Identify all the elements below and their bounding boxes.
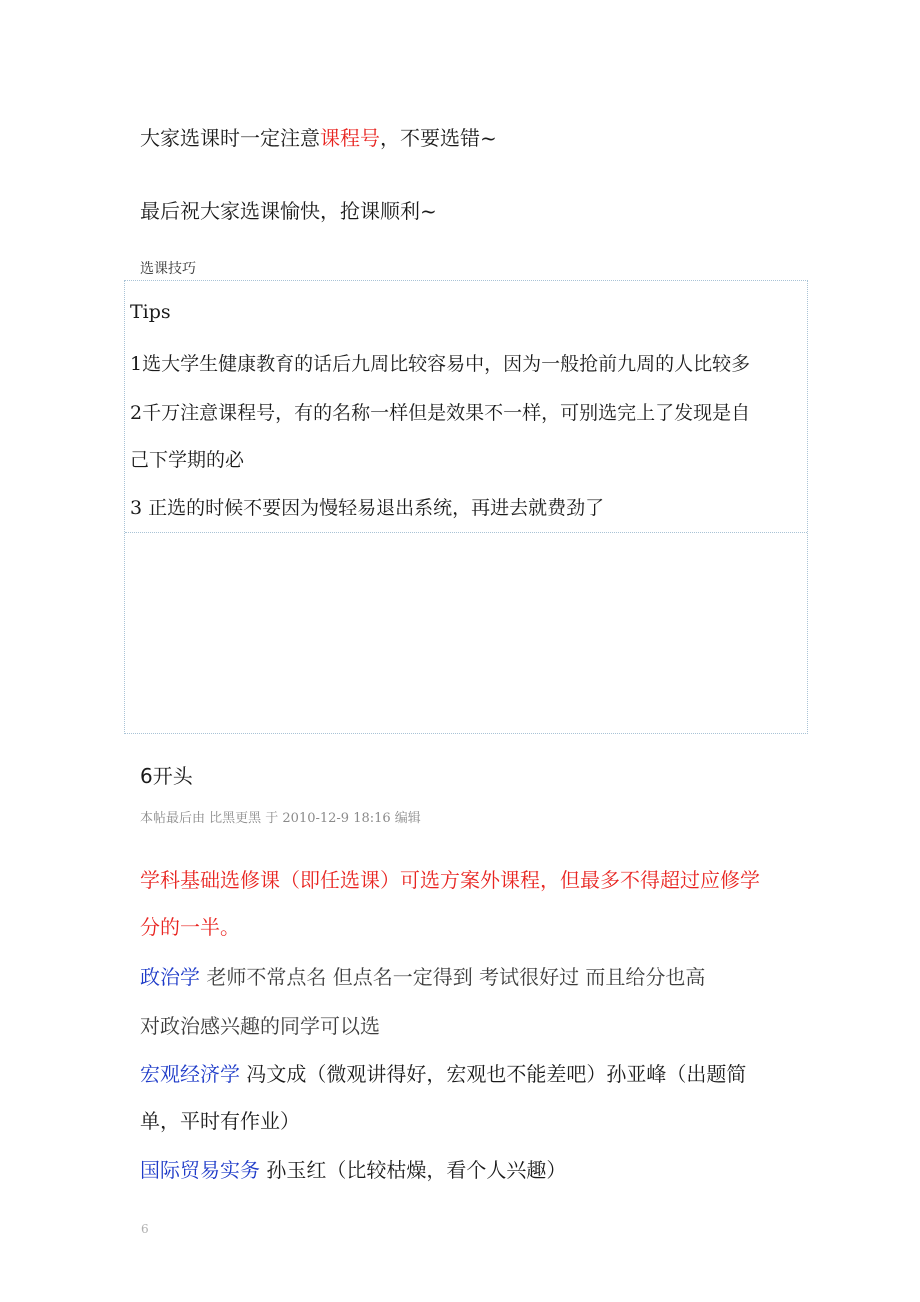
intro-line-1-suffix: ，不要选错~ [380, 126, 497, 150]
intro-line-1-prefix: 大家选课时一定注意 [140, 126, 320, 150]
tips-item-2: 2千万注意课程号，有的名称一样但是效果不一样，可别选完上了发现是自 [130, 402, 751, 424]
course-entry-1-continued: 对政治感兴趣的同学可以选 [140, 1014, 380, 1038]
footer-mark: 6 [141, 1222, 149, 1236]
edit-note: 本帖最后由 比黑更黑 于 2010-12-9 18:16 编辑 [140, 811, 421, 826]
notice-line-1: 学科基础选修课（即任选课）可选方案外课程，但最多不得超过应修学 [140, 868, 760, 892]
course-comment: 孙玉红（比较枯燥，看个人兴趣） [260, 1158, 567, 1182]
course-entry-3 [140, 1154, 566, 1183]
course-name: 宏观经济学 [140, 1062, 240, 1086]
tips-box [124, 280, 808, 734]
course-number-highlight: 课程号 [320, 126, 380, 150]
post-heading: 6开头 [140, 764, 193, 788]
course-entry-1 [140, 961, 705, 990]
tips-item-1: 1选大学生健康教育的话后九周比较容易中，因为一般抢前九周的人比较多 [130, 353, 751, 375]
notice-line-2: 分的一半。 [140, 915, 240, 939]
course-entry-2-continued: 单，平时有作业） [140, 1109, 300, 1133]
course-name: 政治学 [140, 965, 200, 989]
tips-title: Tips [130, 301, 171, 323]
tips-section-label: 选课技巧 [140, 261, 196, 277]
course-comment: 老师不常点名 但点名一定得到 考试很好过 而且给分也高 [200, 965, 706, 989]
tips-divider [125, 532, 807, 533]
course-name: 国际贸易实务 [140, 1158, 260, 1182]
intro-line-2: 最后祝大家选课愉快，抢课顺利~ [140, 199, 437, 223]
course-entry-2 [140, 1058, 746, 1087]
intro-line-1 [140, 122, 497, 151]
tips-item-2-continued: 己下学期的必 [130, 449, 245, 471]
tips-item-3: 3 正选的时候不要因为慢轻易退出系统，再进去就费劲了 [130, 497, 605, 519]
course-comment: 冯文成（微观讲得好，宏观也不能差吧）孙亚峰（出题简 [240, 1062, 747, 1086]
